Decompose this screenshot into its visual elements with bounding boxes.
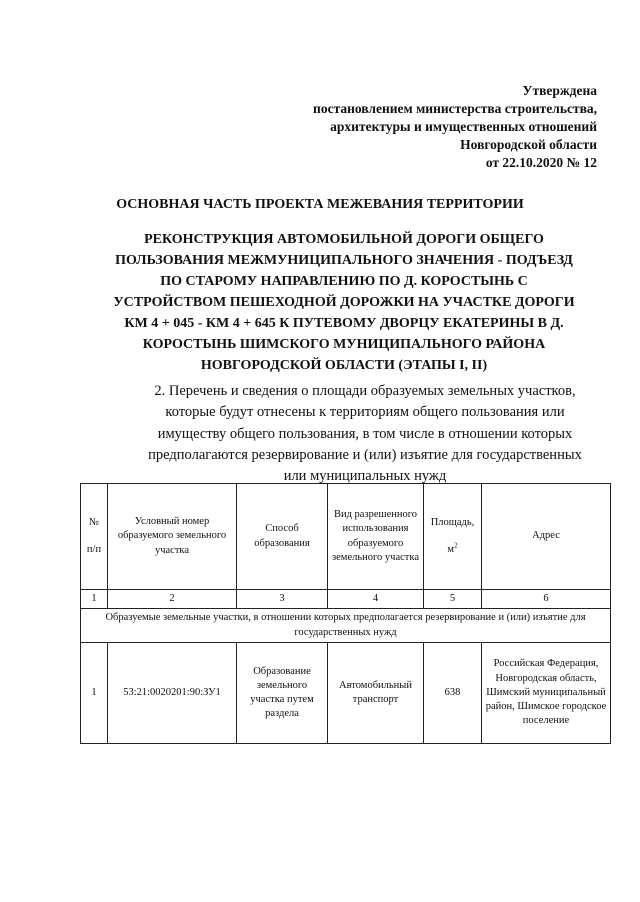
column-number: 3 — [237, 590, 328, 609]
section-heading-line: или муниципальных нужд — [283, 468, 447, 485]
approval-block — [313, 82, 597, 172]
header-number-abbr: п/п — [86, 543, 102, 555]
table-section-row — [81, 609, 611, 643]
section-heading — [130, 381, 600, 487]
cell-use: Автомобильный транспорт — [328, 643, 424, 744]
column-number-row — [81, 590, 611, 609]
approval-line: архитектуры и имущественных отношений — [330, 119, 597, 134]
project-title-line: ПО СТАРОМУ НАПРАВЛЕНИЮ ПО Д. КОРОСТЫНЬ С — [160, 274, 528, 289]
header-cell-use: Вид разрешенного использования образуемого земельного участка — [328, 484, 424, 590]
table-header-row — [81, 484, 611, 590]
section-row-cell: Образуемые земельные участки, в отношении которых предполагается резервирование и (или) изъятие для государственных нужд — [81, 609, 611, 643]
column-number: 5 — [424, 590, 482, 609]
project-title-line: ПОЛЬЗОВАНИЯ МЕЖМУНИЦИПАЛЬНОГО ЗНАЧЕНИЯ - ПОДЪЕЗД — [115, 253, 573, 268]
approval-line: постановлением министерства строительства, — [313, 101, 597, 116]
approval-line: Утверждена — [522, 83, 597, 98]
project-title-line: УСТРОЙСТВОМ ПЕШЕХОДНОЙ ДОРОЖКИ НА УЧАСТКЕ ДОРОГИ — [113, 295, 575, 310]
section-heading-line: которые будут отнесены к территориям общего пользования или — [165, 404, 565, 421]
header-area-label: Площадь, — [430, 517, 475, 529]
section-heading-line: имуществу общего пользования, в том числе в отношении которых — [157, 425, 573, 442]
project-title-line: КМ 4 + 045 - КМ 4 + 645 К ПУТЕВОМУ ДВОРЦУ ЕКАТЕРИНЫ В Д. — [124, 316, 564, 331]
header-area-unit: $м^2$ — [447, 541, 458, 555]
section-heading-line: 2. Перечень и сведения о площади образуемых земельных участков, — [154, 383, 576, 399]
project-title — [84, 229, 604, 376]
project-title-line: НОВГОРОДСКОЙ ОБЛАСТИ (ЭТАПЫ I, II) — [200, 358, 488, 373]
header-cell-area — [424, 484, 482, 590]
header-cell-number — [81, 484, 108, 590]
cell-cadastral: 53:21:0020201:90:ЗУ1 — [108, 643, 237, 744]
land-plots-table — [80, 483, 611, 744]
column-number: 6 — [482, 590, 611, 609]
project-title-line: РЕКОНСТРУКЦИЯ АВТОМОБИЛЬНОЙ ДОРОГИ ОБЩЕГО — [144, 232, 544, 247]
header-cell-method: Способ образования — [237, 484, 328, 590]
header-cell-cadastral: Условный номер образуемого земельного участка — [108, 484, 237, 590]
document-title: ОСНОВНАЯ ЧАСТЬ ПРОЕКТА МЕЖЕВАНИЯ ТЕРРИТОРИИ — [116, 197, 524, 212]
project-title-line: КОРОСТЫНЬ ШИМСКОГО МУНИЦИПАЛЬНОГО РАЙОНА — [142, 337, 546, 352]
column-number: 1 — [81, 590, 108, 609]
table-row — [81, 643, 611, 744]
cell-method: Образование земельного участка путем раздела — [237, 643, 328, 744]
cell-number: 1 — [81, 643, 108, 744]
header-cell-address: Адрес — [482, 484, 611, 590]
approval-line: от 22.10.2020 № 12 — [485, 155, 597, 170]
header-number-sign: № — [88, 517, 100, 529]
cell-address: Российская Федерация, Новгородская область, Шимский муниципальный район, Шимское городское поселение — [482, 643, 611, 744]
column-number: 4 — [328, 590, 424, 609]
approval-line: Новгородской области — [460, 137, 597, 152]
column-number: 2 — [108, 590, 237, 609]
cell-area: 638 — [424, 643, 482, 744]
section-heading-line: предполагаются резервирование и (или) изъятие для государственных — [148, 446, 582, 463]
